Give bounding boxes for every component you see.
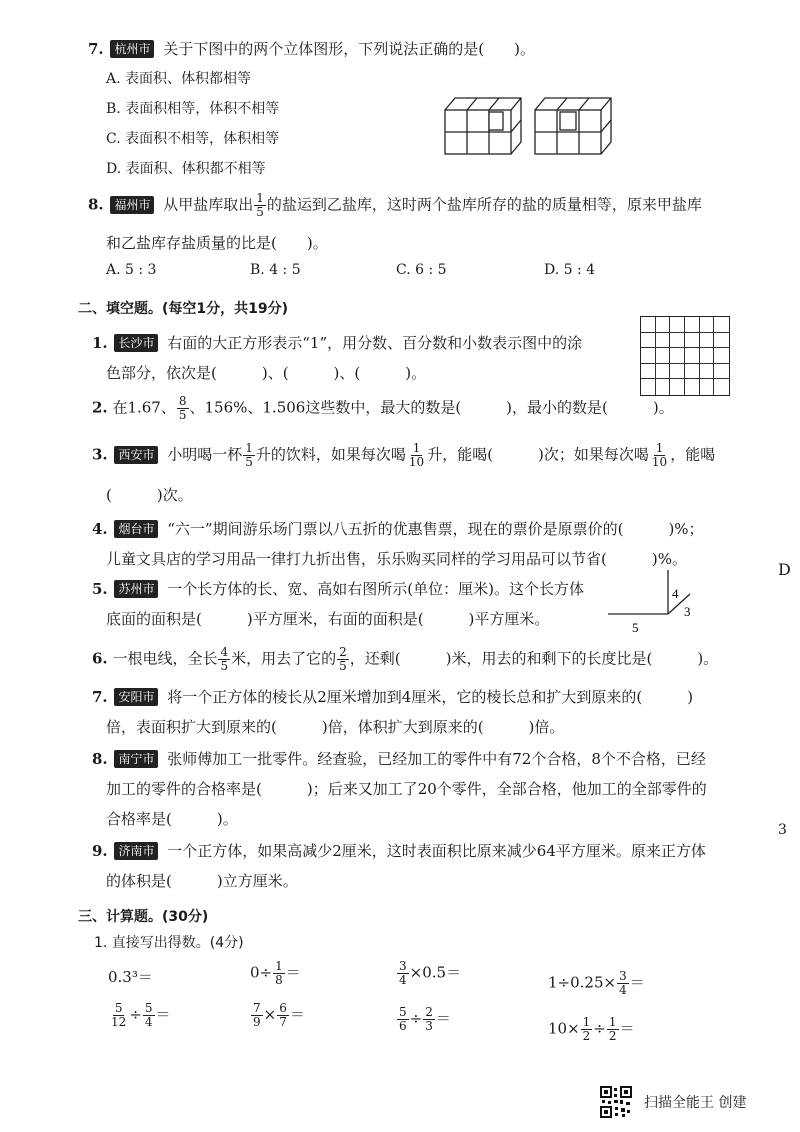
section-3-title: 三、计算题。(30分) [78, 909, 209, 925]
cube-figure-right [535, 98, 611, 154]
operator: ÷ [593, 1019, 606, 1038]
numerator: 8 [178, 394, 187, 408]
numerator: 1 [256, 191, 264, 205]
text-a: 小明喝一杯 [167, 445, 243, 464]
numerator: 5 [399, 1005, 407, 1019]
denominator: 10 [408, 455, 425, 469]
fraction [397, 960, 409, 987]
numerator: 2 [339, 645, 347, 659]
fill-6 [92, 646, 718, 673]
denominator: 5 [339, 659, 347, 673]
operator: ÷ [409, 1009, 423, 1028]
question-number: 3. [92, 445, 108, 464]
fill-4 [92, 518, 704, 539]
operator: ÷ [129, 1005, 142, 1024]
question-number: 2. [92, 398, 108, 417]
fraction [218, 646, 230, 673]
cuboid-edges-figure [600, 568, 700, 638]
fill-8-line3: 合格率是( )。 [106, 810, 238, 828]
city-tag: 济南市 [114, 842, 158, 860]
question-text: 关于下图中的两个立体图形，下列说法正确的是( )。 [163, 40, 535, 58]
city-tag: 南宁市 [114, 750, 158, 768]
option-a: A. 5 : 3 [106, 262, 157, 278]
city-tag: 烟台市 [114, 520, 158, 538]
text-post: ＝ [435, 1009, 451, 1028]
numerator: 3 [399, 959, 407, 973]
label-length: 5 [632, 620, 639, 635]
numerator: 3 [619, 969, 627, 983]
label-width: 3 [684, 604, 691, 619]
question-number: 9. [92, 842, 108, 860]
label-height: 4 [672, 586, 679, 601]
city-tag: 安阳市 [114, 688, 158, 706]
numerator: 7 [253, 1001, 261, 1015]
denominator: 5 [256, 205, 264, 219]
denominator: 2 [582, 1029, 591, 1043]
question-8 [88, 192, 702, 219]
fill-9-line2: 的体积是( )立方厘米。 [106, 872, 298, 890]
option-d: D. 5 : 4 [544, 262, 596, 278]
option-d: D. 表面积、体积都不相等 [106, 161, 266, 177]
denominator: 2 [608, 1029, 617, 1043]
numerator: 2 [425, 1005, 433, 1019]
numerator: 1 [655, 441, 664, 455]
fill-3-line2: ( )次。 [106, 486, 193, 504]
numerator: 4 [220, 645, 229, 659]
denominator: 8 [275, 973, 283, 987]
question-number: 8. [88, 195, 104, 214]
question-number: 5. [92, 580, 108, 598]
numerator: 1 [412, 441, 421, 455]
fraction [143, 1002, 155, 1029]
fraction [109, 1002, 128, 1029]
fraction [581, 1016, 593, 1043]
option-c: C. 6 : 5 [396, 262, 447, 278]
text-pre: 在1.67、 [112, 398, 176, 417]
text-line1: 将一个正方体的棱长从2厘米增加到4厘米，它的棱长总和扩大到原来的( ) [167, 688, 694, 706]
fill-1 [92, 332, 582, 353]
fraction [607, 1016, 619, 1043]
fill-7 [92, 686, 693, 707]
numerator: 5 [114, 1001, 123, 1015]
question-number: 7. [88, 40, 104, 58]
denominator: 7 [279, 1015, 287, 1029]
fill-7-line2: 倍，表面积扩大到原来的( )倍，体积扩大到原来的( )倍。 [106, 718, 565, 736]
calc-g [396, 1006, 451, 1033]
operator: × [263, 1005, 277, 1024]
text-pre: 1÷0.25× [548, 973, 617, 992]
text-c: 升，能喝( )次；如果每次喝 [427, 445, 649, 464]
fraction [617, 970, 629, 997]
numerator: 5 [144, 1001, 153, 1015]
text-line1: 张师傅加工一批零件。经查验，已经加工的零件中有72个合格，8个不合格，已经 [167, 750, 706, 768]
question-8-line2: 和乙盐库存盐质量的比是( )。 [106, 234, 328, 252]
fill-3 [92, 442, 715, 469]
calc-c [396, 960, 461, 987]
calc-h [548, 1016, 635, 1043]
question-7 [88, 38, 535, 59]
text-c: ，还剩( )米，用去的和剩下的长度比是( )。 [349, 649, 719, 668]
side-mark-3: 3 [778, 822, 787, 838]
text-line1: 一个长方体的长、宽、高如右图所示(单位：厘米)。这个长方体 [167, 580, 584, 598]
denominator: 5 [220, 659, 229, 673]
numerator: 1 [275, 959, 283, 973]
cube-figure-left [445, 98, 521, 154]
text-line1: “六一”期间游乐场门票以八五折的优惠售票，现在的票价是原票价的( )%； [167, 520, 704, 538]
text-d: ，能喝 [670, 445, 716, 464]
text-post: ＝ [629, 973, 645, 992]
fill-5-line2: 底面的面积是( )平方厘米，右面的面积是( )平方厘米。 [106, 610, 550, 628]
denominator: 5 [178, 408, 187, 422]
fill-2 [92, 395, 674, 422]
numerator: 6 [279, 1001, 287, 1015]
city-tag: 长沙市 [114, 334, 158, 352]
fill-8 [92, 748, 706, 769]
denominator: 10 [651, 455, 668, 469]
fraction [243, 442, 255, 469]
numerator: 1 [582, 1015, 591, 1029]
fraction [407, 442, 426, 469]
text-b: 米，用去了它的 [231, 649, 337, 668]
fraction [277, 1002, 289, 1029]
denominator: 6 [399, 1019, 407, 1033]
text-post: ＝ [289, 1005, 305, 1024]
text-post: ＝ [619, 1019, 635, 1038]
question-number: 8. [92, 750, 108, 768]
text-b: 升的饮料，如果每次喝 [255, 445, 406, 464]
denominator: 3 [425, 1019, 433, 1033]
grid-figure [640, 316, 730, 396]
city-tag: 福州市 [110, 196, 154, 214]
fill-9 [92, 840, 706, 861]
fill-4-line2: 儿童文具店的学习用品一律打九折出售，乐乐购买同样的学习用品可以节省( )%。 [106, 550, 687, 568]
fraction [650, 442, 669, 469]
denominator: 9 [253, 1015, 261, 1029]
fraction [251, 1002, 263, 1029]
fill-1-line2: 色部分，依次是( )、( )、( )。 [106, 364, 427, 382]
question-number: 1. [92, 334, 108, 352]
fraction [397, 1006, 409, 1033]
option-b: B. 4 : 5 [250, 262, 301, 278]
text-a: 一根电线，全长 [112, 649, 218, 668]
qr-code-icon [600, 1086, 632, 1118]
option-c: C. 表面积不相等，体积相等 [106, 131, 280, 147]
text-post: ＝ [285, 963, 301, 982]
fraction [337, 646, 349, 673]
calc-e [108, 1002, 171, 1029]
calc-b [250, 960, 301, 987]
numerator: 1 [608, 1015, 617, 1029]
text-pre: 从甲盐库取出 [163, 195, 254, 214]
cube-figures [440, 90, 620, 160]
fraction [423, 1006, 435, 1033]
text-line1: 右面的大正方形表示“1”，用分数、百分数和小数表示图中的涂 [167, 334, 583, 352]
city-tag: 西安市 [114, 446, 158, 464]
question-number: 7. [92, 688, 108, 706]
side-mark-d: D [778, 560, 791, 579]
calc-1-title: 1. 直接写出得数。(4分) [94, 935, 244, 951]
footer-text: 扫描全能王 创建 [644, 1095, 747, 1111]
text-post: 的盐运到乙盐库，这时两个盐库所存的盐的质量相等，原来甲盐库 [266, 195, 702, 214]
option-b: B. 表面积相等，体积不相等 [106, 101, 280, 117]
calc-a: 0.3³＝ [108, 968, 153, 986]
text-post: ×0.5＝ [409, 963, 462, 982]
text-post: ＝ [155, 1005, 171, 1024]
city-tag: 杭州市 [110, 40, 154, 58]
denominator: 4 [399, 973, 407, 987]
denominator: 4 [619, 983, 627, 997]
calc-d [548, 970, 645, 997]
fraction [273, 960, 285, 987]
section-2-title: 二、填空题。(每空1分，共19分) [78, 301, 289, 317]
option-a: A. 表面积、体积都相等 [106, 71, 252, 87]
denominator: 5 [245, 455, 253, 469]
text-line1: 一个正方体，如果高减少2厘米，这时表面积比原来减少64平方厘米。原来正方体 [167, 842, 706, 860]
fill-5 [92, 578, 584, 599]
calc-f [250, 1002, 305, 1029]
question-number: 6. [92, 649, 108, 668]
text-post: 、156%、1.506这些数中，最大的数是( )，最小的数是( )。 [189, 398, 674, 417]
question-number: 4. [92, 520, 108, 538]
numerator: 1 [245, 441, 253, 455]
denominator: 12 [111, 1015, 127, 1029]
text-pre: 10× [548, 1019, 580, 1038]
text-pre: 0÷ [250, 963, 273, 982]
city-tag: 苏州市 [114, 580, 158, 598]
fill-8-line2: 加工的零件的合格率是( )；后来又加工了20个零件，全部合格，他加工的全部零件的 [106, 780, 707, 798]
fraction [177, 395, 189, 422]
fraction [254, 192, 266, 219]
denominator: 4 [144, 1015, 153, 1029]
